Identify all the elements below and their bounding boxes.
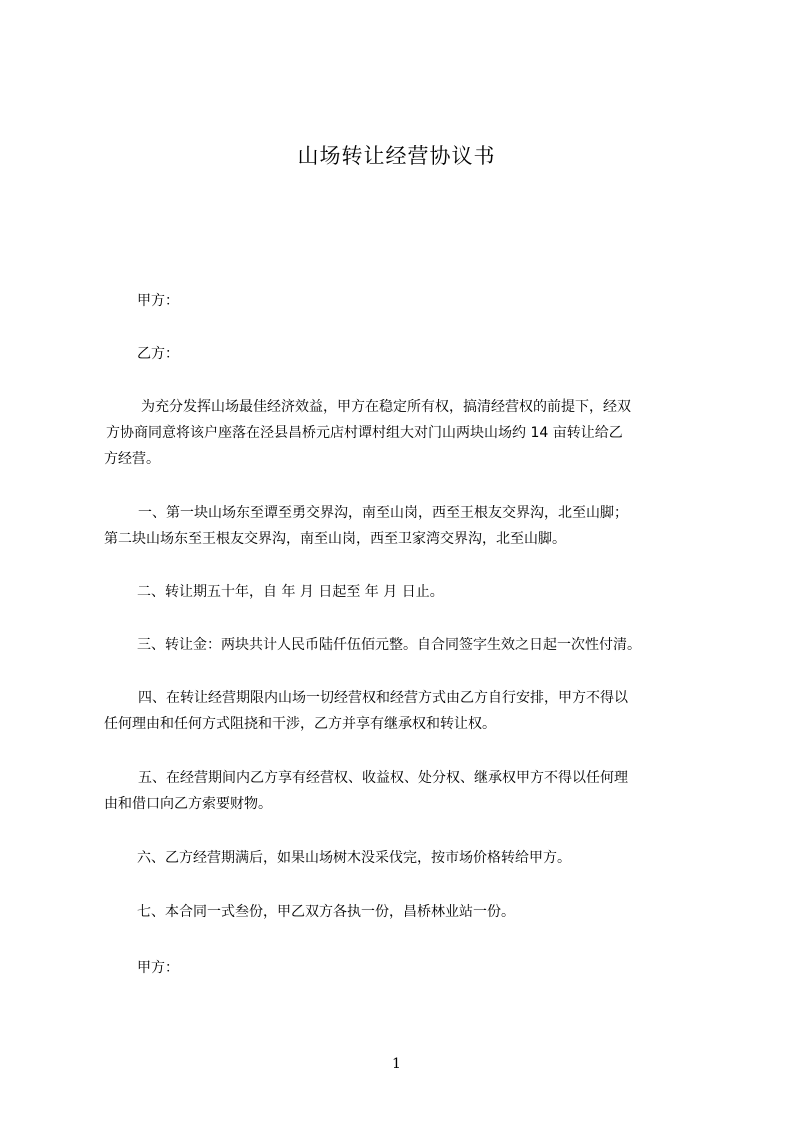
clause-3-line: 三、转让金：两块共计人民币陆仟伍佰元整。自合同签字生效之日起一次性付清。 xyxy=(137,637,641,653)
clause-6 xyxy=(104,845,704,871)
clause-2 xyxy=(104,579,704,605)
clause-5-line: 五、在经营期间内乙方享有经营权、收益权、处分权、继承权甲方不得以任何理 xyxy=(138,770,628,786)
party-b-label: 乙方： xyxy=(137,346,179,362)
clause-3 xyxy=(104,632,704,658)
clause-5-line: 由和借口向乙方索要财物。 xyxy=(104,796,272,812)
clause-1 xyxy=(104,500,704,552)
document-title: 山场转让经营协议书 xyxy=(297,144,496,168)
clause-4 xyxy=(104,685,704,737)
preamble-line: 为充分发挥山场最佳经济效益，甲方在稳定所有权，搞清经营权的前提下，经双 xyxy=(141,399,631,415)
party-a-label: 甲方： xyxy=(137,293,179,309)
clause-6-line: 六、乙方经营期满后，如果山场树木没采伐完，按市场价格转给甲方。 xyxy=(137,850,571,866)
signature-party-a xyxy=(104,955,704,981)
clause-7-line: 七、本合同一式叁份，甲乙双方各执一份，昌桥林业站一份。 xyxy=(137,904,515,920)
clause-4-line: 任何理由和任何方式阻挠和干涉，乙方并享有继承权和转让权。 xyxy=(104,716,496,732)
clause-5 xyxy=(104,765,704,817)
party-b-line xyxy=(104,341,704,367)
clause-1-line: 第二块山场东至王根友交界沟，南至山岗，西至卫家湾交界沟，北至山脚。 xyxy=(104,531,566,547)
preamble-paragraph xyxy=(104,394,704,472)
preamble-line: 方经营。 xyxy=(104,451,160,467)
preamble-line: 方协商同意将该户座落在泾县昌桥元店村谭村组大对门山两块山场约 14 亩转让给乙 xyxy=(106,425,623,441)
clause-7 xyxy=(104,899,704,925)
signature-party-a-label: 甲方： xyxy=(137,960,179,976)
page-number: 1 xyxy=(392,1056,401,1072)
clause-4-line: 四、在转让经营期限内山场一切经营权和经营方式由乙方自行安排，甲方不得以 xyxy=(138,690,628,706)
party-a-line xyxy=(104,288,704,314)
clause-2-line: 二、转让期五十年，自 年 月 日起至 年 月 日止。 xyxy=(137,584,444,600)
clause-1-line: 一、第一块山场东至谭至勇交界沟，南至山岗，西至王根友交界沟，北至山脚； xyxy=(138,505,628,521)
